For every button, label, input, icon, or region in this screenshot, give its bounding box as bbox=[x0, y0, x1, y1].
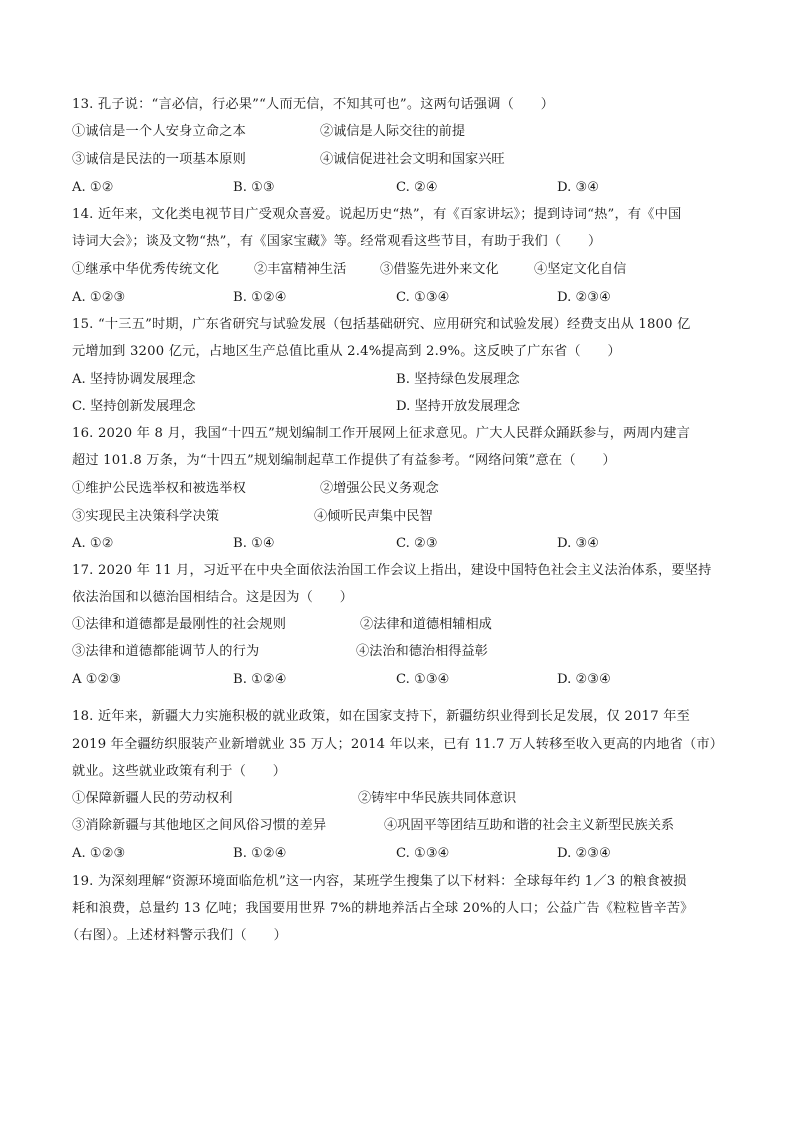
q14-statement-4: ④坚定文化自信 bbox=[534, 262, 627, 277]
q16-statement-4: ④倾听民声集中民智 bbox=[314, 509, 433, 524]
q13-statement-2: ②诚信是人际交往的前提 bbox=[320, 124, 466, 139]
q19-stem-line-3: （右图）。上述材料警示我们（ ） bbox=[66, 928, 287, 943]
q16-statement-3: ③实现民主决策科学决策 bbox=[72, 509, 220, 524]
q14-option-c[interactable]: C. ①③④ bbox=[396, 290, 450, 305]
q14-statement-1: ①继承中华优秀传统文化 bbox=[72, 262, 220, 277]
q18-stem-line-2: 2019 年全疆纺织服装产业新增就业 35 万人；2014 年以来，已有 11.7 万人转移至收入更高的内地省（市） bbox=[72, 737, 724, 752]
q16-stem-line-1: 16. 2020 年 8 月，我国“十四五”规划编制工作开展网上征求意见。广大人民群众踊跃参与，两周内建言 bbox=[72, 426, 691, 441]
q16-option-d[interactable]: D. ③④ bbox=[557, 536, 600, 551]
q18-option-b[interactable]: B. ①②④ bbox=[233, 846, 287, 861]
q13-option-b[interactable]: B. ①③ bbox=[233, 180, 275, 195]
q16-stem-line-2: 超过 101.8 万条，为“十四五”规划编制起草工作提供了有益参考。“网络问策”意在（ ） bbox=[72, 453, 616, 468]
q16-statement-2: ②增强公民义务观念 bbox=[320, 481, 439, 496]
q13-stem-line-1: 13. 孔子说：“言必信，行必果”“人而无信，不知其可也”。这两句话强调（ ） bbox=[72, 97, 555, 112]
q17-stem-line-1: 17. 2020 年 11 月，习近平在中央全面依法治国工作会议上指出，建设中国特色社会主义法治体系，要坚持 bbox=[72, 563, 712, 578]
q15-option-d[interactable]: D. 坚持开放发展理念 bbox=[396, 399, 520, 414]
q14-option-d[interactable]: D. ②③④ bbox=[557, 290, 611, 305]
q17-statement-1: ①法律和道德都是最刚性的社会规则 bbox=[72, 617, 287, 632]
q17-option-c[interactable]: C. ①③④ bbox=[396, 672, 450, 687]
q13-statement-4: ④诚信促进社会文明和国家兴旺 bbox=[320, 152, 505, 167]
q14-option-b[interactable]: B. ①②④ bbox=[233, 290, 287, 305]
q18-statement-2: ②铸牢中华民族共同体意识 bbox=[358, 791, 517, 806]
q17-statement-4: ④法治和德治相得益彰 bbox=[356, 644, 488, 659]
q18-statement-3: ③消除新疆与其他地区之间风俗习惯的差异 bbox=[72, 818, 327, 833]
q18-stem-line-1: 18. 近年来，新疆大力实施积极的就业政策，如在国家支持下，新疆纺织业得到长足发展，仅 2017 年至 bbox=[72, 709, 690, 724]
q14-option-a[interactable]: A. ①②③ bbox=[72, 290, 126, 305]
q16-option-c[interactable]: C. ②③ bbox=[396, 536, 438, 551]
q17-option-d[interactable]: D. ②③④ bbox=[557, 672, 611, 687]
q16-option-a[interactable]: A. ①② bbox=[72, 536, 114, 551]
q15-option-b[interactable]: B. 坚持绿色发展理念 bbox=[396, 372, 520, 387]
q13-option-c[interactable]: C. ②④ bbox=[396, 180, 438, 195]
q19-stem-line-2: 耗和浪费，总量约 13 亿吨；我国要用世界 7%的耕地养活占全球 20%的人口；公益广告《粒粒皆辛苦》 bbox=[72, 901, 694, 916]
q17-option-a[interactable]: A ①②③ bbox=[72, 672, 122, 687]
q19-stem-line-1: 19. 为深刻理解“资源环境面临危机”这一内容，某班学生搜集了以下材料：全球每年约 1／3 的粮食被损 bbox=[72, 874, 687, 889]
q14-statement-3: ③借鉴先进外来文化 bbox=[380, 262, 499, 277]
q15-option-a[interactable]: A. 坚持协调发展理念 bbox=[72, 372, 196, 387]
q18-option-d[interactable]: D. ②③④ bbox=[557, 846, 611, 861]
q13-statement-1: ①诚信是一个人安身立命之本 bbox=[72, 124, 247, 139]
q13-statement-3: ③诚信是民法的一项基本原则 bbox=[72, 152, 247, 167]
q17-stem-line-2: 依法治国和以德治国相结合。这是因为（ ） bbox=[72, 590, 354, 605]
q13-option-a[interactable]: A. ①② bbox=[72, 180, 114, 195]
q14-statement-2: ②丰富精神生活 bbox=[254, 262, 347, 277]
q18-statement-1: ①保障新疆人民的劳动权利 bbox=[72, 791, 233, 806]
q16-option-b[interactable]: B. ①④ bbox=[233, 536, 275, 551]
q15-stem-line-1: 15. “十三五”时期，广东省研究与试验发展（包括基础研究、应用研究和试验发展）经费支出从 1800 亿 bbox=[72, 317, 691, 332]
q18-option-c[interactable]: C. ①③④ bbox=[396, 846, 450, 861]
q14-stem-line-2: 诗词大会》；谈及文物“热”，有《国家宝藏》等。经常观看这些节目，有助于我们（ ） bbox=[72, 234, 602, 249]
q18-option-a[interactable]: A. ①②③ bbox=[72, 846, 126, 861]
q18-statement-4: ④巩固平等团结互助和谐的社会主义新型民族关系 bbox=[384, 818, 675, 833]
q18-stem-line-3: 就业。这些就业政策有利于（ ） bbox=[72, 764, 287, 779]
q17-statement-2: ②法律和道德相辅相成 bbox=[360, 617, 492, 632]
q17-option-b[interactable]: B. ①②④ bbox=[233, 672, 287, 687]
q15-stem-line-2: 元增加到 3200 亿元，占地区生产总值比重从 2.4%提高到 2.9%。这反映了广东省（ ） bbox=[72, 344, 621, 359]
q16-statement-1: ①维护公民选举权和被选举权 bbox=[72, 481, 247, 496]
q15-option-c[interactable]: C. 坚持创新发展理念 bbox=[72, 399, 196, 414]
q14-stem-line-1: 14. 近年来，文化类电视节目广受观众喜爱。说起历史“热”，有《百家讲坛》；提到诗词“热”，有《中国 bbox=[72, 207, 682, 222]
q13-option-d[interactable]: D. ③④ bbox=[557, 180, 600, 195]
q17-statement-3: ③法律和道德都能调节人的行为 bbox=[72, 644, 260, 659]
